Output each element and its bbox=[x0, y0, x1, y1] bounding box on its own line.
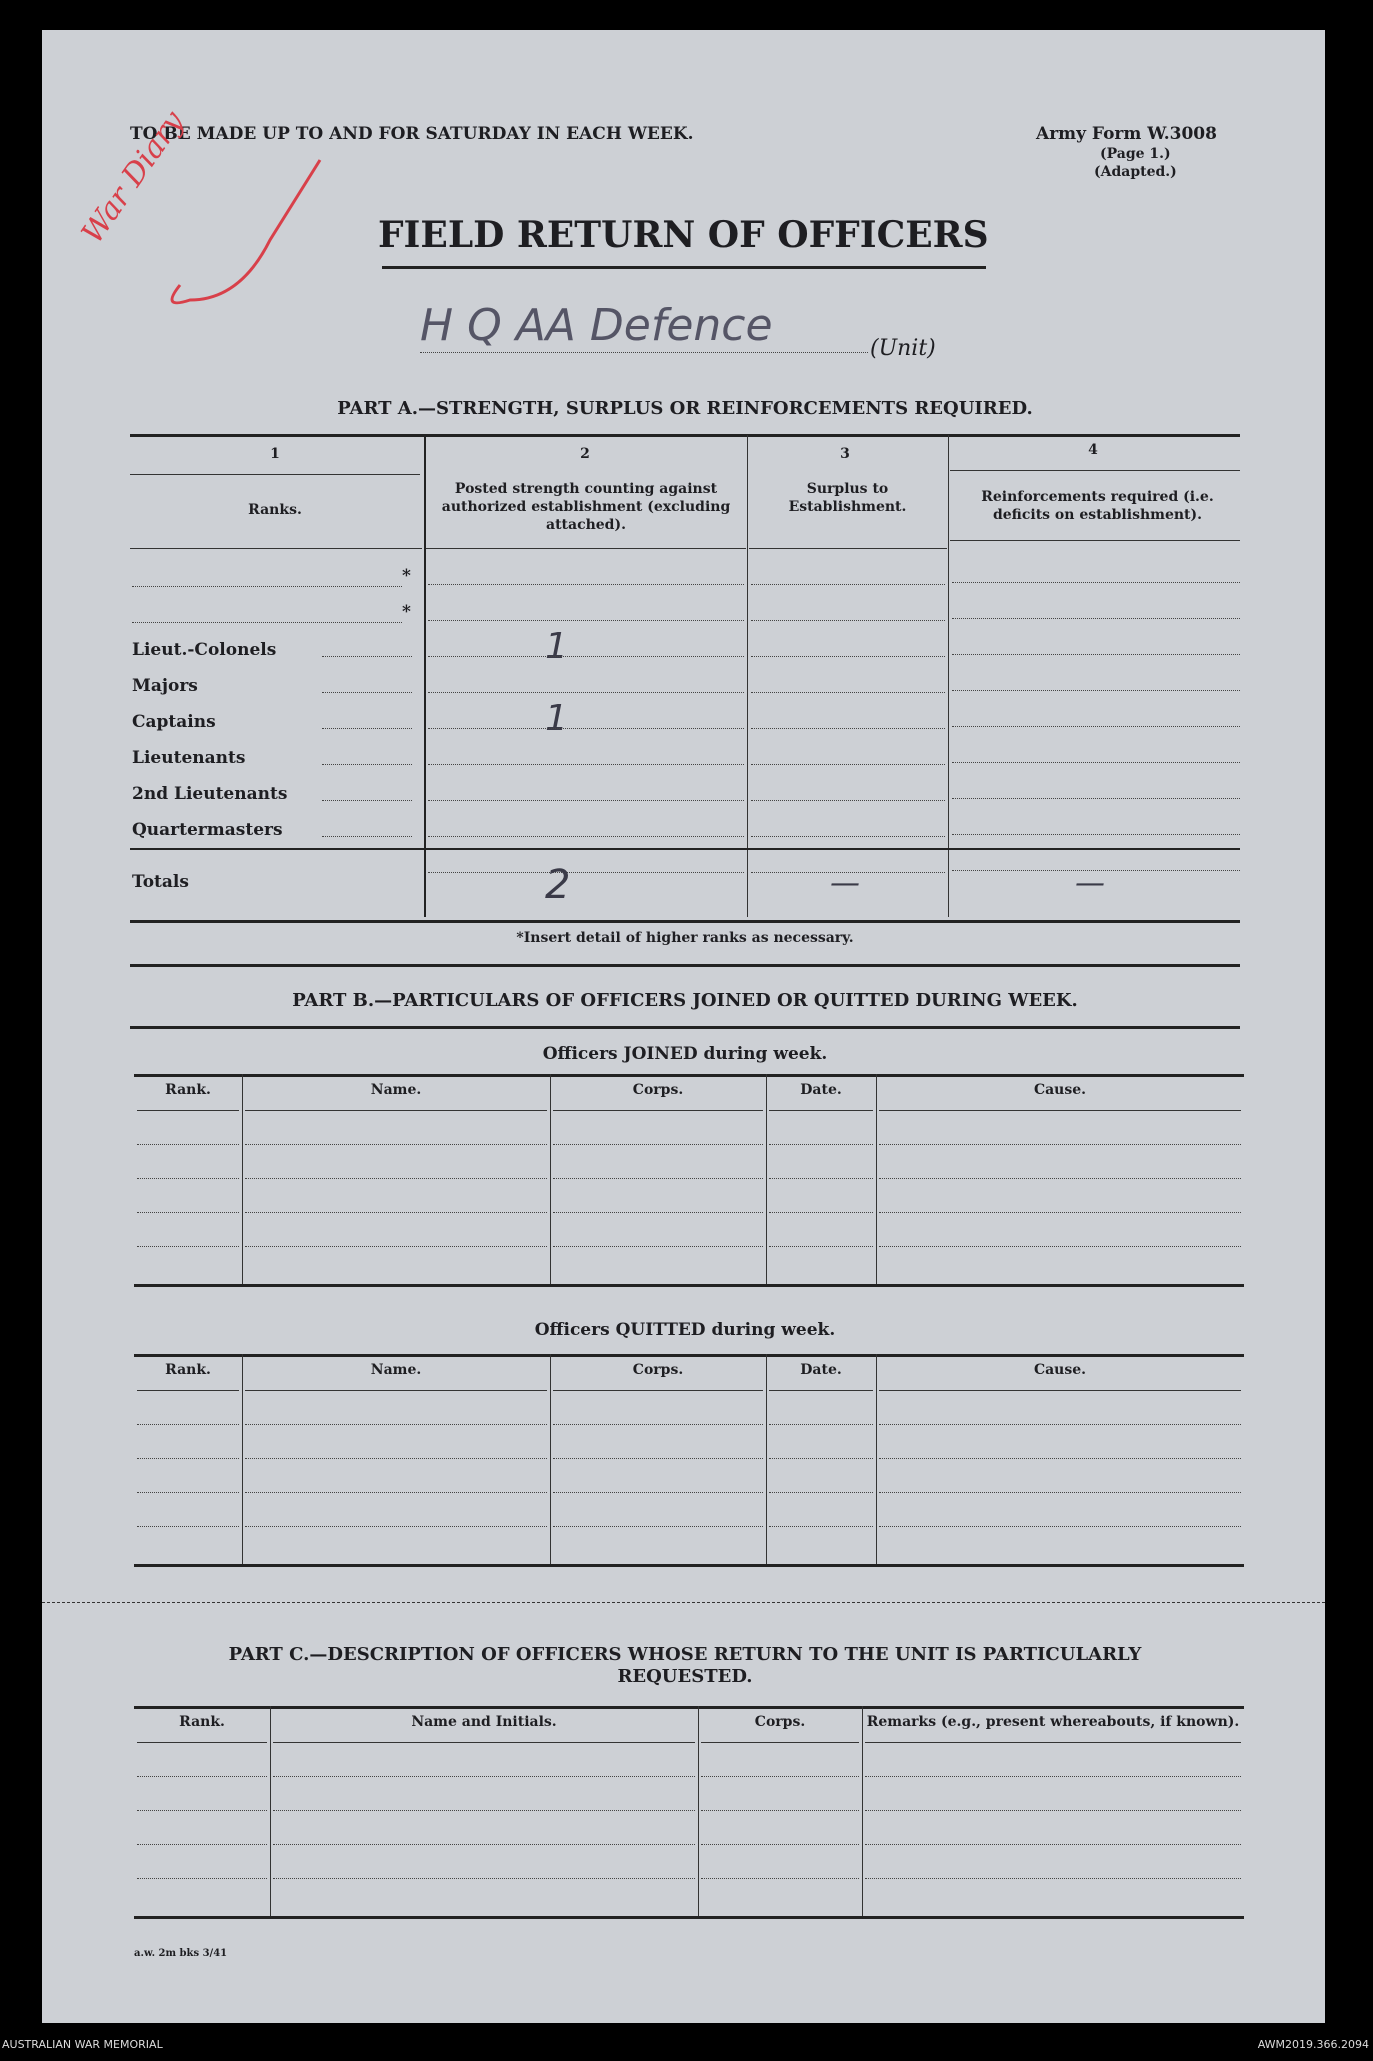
column-header: Corps. bbox=[632, 1082, 684, 1098]
rule bbox=[245, 1390, 547, 1391]
perforation-line bbox=[42, 1602, 1325, 1603]
margin-annotation: War Diary bbox=[75, 104, 192, 251]
row-rule bbox=[701, 1810, 859, 1811]
row-rule bbox=[952, 762, 1240, 763]
row-rule bbox=[273, 1844, 695, 1845]
title-underline bbox=[382, 266, 986, 269]
rule bbox=[876, 1074, 877, 1284]
rank-label: Lieut.-Colonels bbox=[132, 640, 277, 660]
row-rule bbox=[428, 692, 744, 693]
rule bbox=[130, 474, 420, 475]
rule bbox=[701, 1742, 859, 1743]
rule bbox=[130, 848, 1240, 850]
part-c-heading-2: REQUESTED. bbox=[617, 1666, 753, 1687]
rank-label: Lieutenants bbox=[132, 748, 246, 768]
row-rule bbox=[952, 654, 1240, 655]
row-rule bbox=[879, 1144, 1241, 1145]
rule bbox=[766, 1074, 767, 1284]
row-rule bbox=[553, 1424, 763, 1425]
unit-label: (Unit) bbox=[870, 336, 936, 361]
row-rule bbox=[952, 690, 1240, 691]
strength-value: 1 bbox=[545, 698, 568, 739]
rule bbox=[273, 1742, 695, 1743]
rule bbox=[553, 1110, 763, 1111]
leader-dots bbox=[322, 692, 412, 693]
row-rule bbox=[553, 1246, 763, 1247]
unit-line bbox=[420, 352, 868, 353]
col-number-4: 4 bbox=[1088, 442, 1098, 458]
page-title: FIELD RETURN OF OFFICERS bbox=[378, 214, 989, 256]
row-rule bbox=[701, 1776, 859, 1777]
quitted-title: Officers QUITTED during week. bbox=[534, 1320, 836, 1340]
row-rule bbox=[701, 1844, 859, 1845]
column-header: Name. bbox=[370, 1082, 422, 1098]
rule bbox=[426, 548, 746, 549]
row-rule bbox=[245, 1492, 547, 1493]
row-rule bbox=[245, 1424, 547, 1425]
row-rule bbox=[428, 800, 744, 801]
part-a-footnote: *Insert detail of higher ranks as necessary. bbox=[516, 930, 854, 946]
row-rule bbox=[751, 764, 945, 765]
totals-surplus: — bbox=[830, 866, 860, 901]
row-rule bbox=[245, 1212, 547, 1213]
page-indicator: (Page 1.) bbox=[1100, 146, 1171, 162]
row-rule bbox=[428, 764, 744, 765]
rule bbox=[134, 1284, 1244, 1287]
row-rule bbox=[245, 1458, 547, 1459]
row-rule bbox=[137, 1424, 239, 1425]
row-rule bbox=[273, 1776, 695, 1777]
totals-label: Totals bbox=[132, 872, 189, 892]
row-rule bbox=[879, 1178, 1241, 1179]
footer-right: AWM2019.366.2094 bbox=[1257, 2038, 1369, 2051]
row-rule bbox=[769, 1492, 873, 1493]
footer-left: AUSTRALIAN WAR MEMORIAL bbox=[2, 2038, 163, 2051]
part-b-heading: PART B.—PARTICULARS OF OFFICERS JOINED OR QUITTED DURING WEEK. bbox=[292, 990, 1078, 1011]
column-header: Date. bbox=[800, 1362, 842, 1378]
rule bbox=[747, 435, 748, 917]
row-rule bbox=[137, 1178, 239, 1179]
rule bbox=[137, 1390, 239, 1391]
rule bbox=[769, 1390, 873, 1391]
rule bbox=[424, 435, 426, 917]
row-rule bbox=[245, 1526, 547, 1527]
row-rule bbox=[137, 1246, 239, 1247]
column-header: Name. bbox=[370, 1362, 422, 1378]
column-header: Corps. bbox=[632, 1362, 684, 1378]
rule bbox=[245, 1110, 547, 1111]
col-number-2: 2 bbox=[580, 446, 590, 462]
leader-dots bbox=[322, 764, 412, 765]
rule bbox=[550, 1354, 551, 1564]
ranks-header: Ranks. bbox=[248, 502, 302, 518]
row-rule bbox=[769, 1144, 873, 1145]
row-rule bbox=[751, 800, 945, 801]
column-header: Date. bbox=[800, 1082, 842, 1098]
col-number-3: 3 bbox=[840, 446, 850, 462]
rule bbox=[698, 1706, 699, 1916]
row-rule bbox=[952, 834, 1240, 835]
leader-dots bbox=[322, 656, 412, 657]
row-rule bbox=[952, 726, 1240, 727]
row-rule bbox=[952, 798, 1240, 799]
rank-label: Majors bbox=[132, 676, 198, 696]
row-rule bbox=[273, 1810, 695, 1811]
rule bbox=[553, 1390, 763, 1391]
row-rule bbox=[751, 584, 945, 585]
row-rule bbox=[865, 1776, 1241, 1777]
row-rule bbox=[553, 1178, 763, 1179]
row-rule bbox=[952, 582, 1240, 583]
rule bbox=[876, 1354, 877, 1564]
part-c-heading-1: PART C.—DESCRIPTION OF OFFICERS WHOSE RETURN TO THE UNIT IS PARTICULARLY bbox=[228, 1644, 1142, 1665]
rule bbox=[134, 1074, 1244, 1077]
rule bbox=[134, 1564, 1244, 1567]
rule bbox=[132, 622, 402, 623]
row-rule bbox=[428, 836, 744, 837]
row-rule bbox=[137, 1458, 239, 1459]
row-rule bbox=[769, 1424, 873, 1425]
column-header: Name and Initials. bbox=[411, 1714, 557, 1730]
row-rule bbox=[137, 1878, 267, 1879]
totals-reinforcements: — bbox=[1075, 866, 1105, 901]
column-header: Cause. bbox=[1033, 1082, 1087, 1098]
row-rule bbox=[751, 656, 945, 657]
row-rule bbox=[245, 1178, 547, 1179]
rule bbox=[242, 1354, 243, 1564]
col-number-1: 1 bbox=[270, 446, 280, 462]
part-a-heading: PART A.—STRENGTH, SURPLUS OR REINFORCEMENTS REQUIRED. bbox=[337, 398, 1033, 419]
row-rule bbox=[879, 1246, 1241, 1247]
row-rule bbox=[553, 1492, 763, 1493]
rank-label: Captains bbox=[132, 712, 216, 732]
adapted-note: (Adapted.) bbox=[1094, 164, 1177, 180]
rank-label: Quartermasters bbox=[132, 820, 283, 840]
rule bbox=[134, 1354, 1244, 1357]
row-rule bbox=[751, 620, 945, 621]
rule bbox=[130, 1026, 1240, 1029]
instruction-text: TO BE MADE UP TO AND FOR SATURDAY IN EACH WEEK. bbox=[130, 124, 694, 144]
rule bbox=[242, 1074, 243, 1284]
row-rule bbox=[428, 728, 744, 729]
row-rule bbox=[553, 1458, 763, 1459]
rule bbox=[137, 1110, 239, 1111]
leader-dots bbox=[322, 836, 412, 837]
row-rule bbox=[769, 1178, 873, 1179]
row-rule bbox=[769, 1246, 873, 1247]
row-rule bbox=[428, 584, 744, 585]
asterisk: * bbox=[402, 602, 411, 622]
row-rule bbox=[428, 620, 744, 621]
rule bbox=[879, 1110, 1241, 1111]
posted-strength-header: Posted strength counting against authorized establishment (excluding attached). bbox=[441, 481, 731, 533]
row-rule bbox=[701, 1878, 859, 1879]
leader-dots bbox=[322, 800, 412, 801]
war-diary-annotation bbox=[70, 104, 340, 330]
row-rule bbox=[879, 1526, 1241, 1527]
rule bbox=[550, 1074, 551, 1284]
row-rule bbox=[245, 1144, 547, 1145]
row-rule bbox=[428, 656, 744, 657]
row-rule bbox=[751, 728, 945, 729]
rule bbox=[132, 586, 402, 587]
part-a-top-rule bbox=[130, 434, 1240, 437]
unit-value: H Q AA Defence bbox=[420, 300, 773, 351]
row-rule bbox=[553, 1212, 763, 1213]
leader-dots bbox=[322, 728, 412, 729]
rule bbox=[130, 964, 1240, 967]
rule bbox=[766, 1354, 767, 1564]
row-rule bbox=[865, 1878, 1241, 1879]
column-header: Rank. bbox=[165, 1362, 211, 1378]
row-rule bbox=[553, 1144, 763, 1145]
row-rule bbox=[769, 1526, 873, 1527]
row-rule bbox=[273, 1878, 695, 1879]
row-rule bbox=[865, 1810, 1241, 1811]
column-header: Remarks (e.g., present whereabouts, if known). bbox=[866, 1714, 1240, 1730]
row-rule bbox=[952, 618, 1240, 619]
row-rule bbox=[879, 1458, 1241, 1459]
rule bbox=[862, 1706, 863, 1916]
column-header: Corps. bbox=[754, 1714, 806, 1730]
rule bbox=[769, 1110, 873, 1111]
row-rule bbox=[137, 1492, 239, 1493]
asterisk: * bbox=[402, 566, 411, 586]
row-rule bbox=[245, 1246, 547, 1247]
column-header: Rank. bbox=[165, 1082, 211, 1098]
rule bbox=[879, 1390, 1241, 1391]
row-rule bbox=[137, 1526, 239, 1527]
totals-strength: 2 bbox=[545, 862, 571, 908]
rule bbox=[130, 920, 1240, 923]
row-rule bbox=[865, 1844, 1241, 1845]
reinforcements-header: Reinforcements required (i.e. deficits on establishment). bbox=[981, 489, 1214, 523]
rule bbox=[948, 435, 949, 917]
row-rule bbox=[769, 1212, 873, 1213]
row-rule bbox=[137, 1810, 267, 1811]
row-rule bbox=[879, 1212, 1241, 1213]
row-rule bbox=[769, 1458, 873, 1459]
row-rule bbox=[879, 1492, 1241, 1493]
joined-title: Officers JOINED during week. bbox=[542, 1044, 828, 1064]
row-rule bbox=[137, 1144, 239, 1145]
rule bbox=[865, 1742, 1241, 1743]
row-rule bbox=[137, 1212, 239, 1213]
rule bbox=[950, 470, 1240, 471]
rule bbox=[134, 1916, 1244, 1919]
rule bbox=[950, 540, 1240, 541]
strength-value: 1 bbox=[545, 626, 568, 667]
row-rule bbox=[751, 692, 945, 693]
row-rule bbox=[137, 1844, 267, 1845]
form-number: Army Form W.3008 bbox=[1036, 124, 1217, 144]
row-rule bbox=[137, 1776, 267, 1777]
column-header: Cause. bbox=[1033, 1362, 1087, 1378]
surplus-header: Surplus to Establishment. bbox=[788, 481, 907, 515]
rule bbox=[749, 548, 947, 549]
rank-label: 2nd Lieutenants bbox=[132, 784, 288, 804]
row-rule bbox=[751, 836, 945, 837]
row-rule bbox=[428, 872, 744, 873]
column-header: Rank. bbox=[179, 1714, 225, 1730]
rule bbox=[130, 548, 422, 549]
rule bbox=[137, 1742, 267, 1743]
rule bbox=[270, 1706, 271, 1916]
rule bbox=[134, 1706, 1244, 1709]
print-code: a.w. 2m bks 3/41 bbox=[134, 1948, 228, 1959]
row-rule bbox=[553, 1526, 763, 1527]
row-rule bbox=[879, 1424, 1241, 1425]
